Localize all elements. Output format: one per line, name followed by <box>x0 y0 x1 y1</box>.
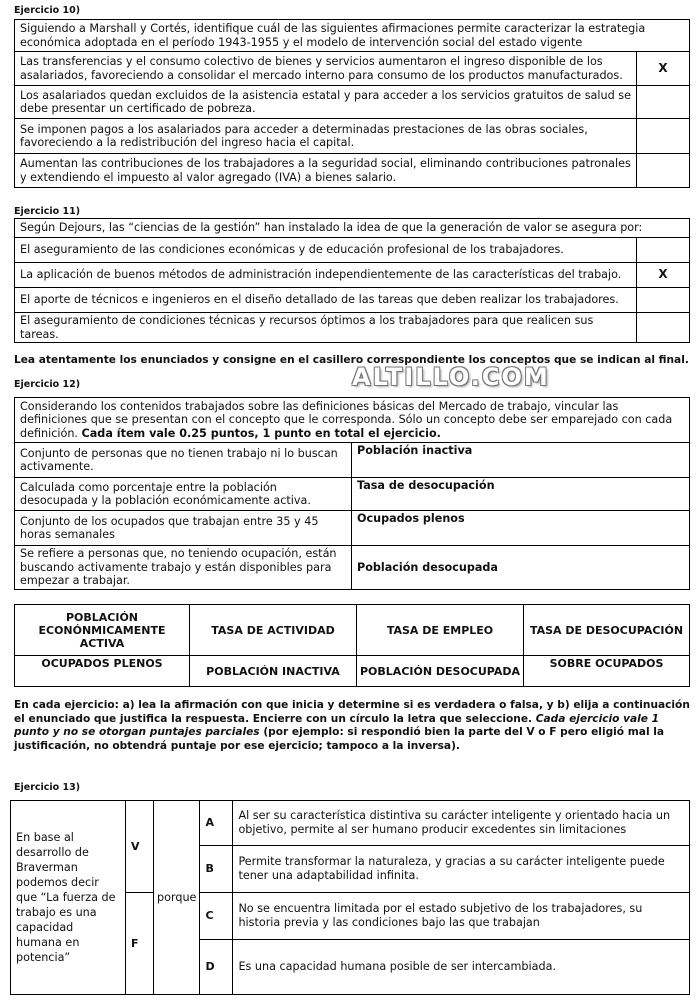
exercise-11-option-2[interactable]: La aplicación de buenos métodos de administración independientemente de las características del trabajo. <box>15 263 637 288</box>
exercise-11-label: Ejercicio 11) <box>14 206 81 217</box>
concept-tasa-desocupacion: TASA DE DESOCUPACIÓN <box>524 605 690 656</box>
exercise-10-mark-1[interactable]: X <box>637 52 690 86</box>
exercise-13-porque: porque <box>154 801 200 995</box>
exercise-12-points: Cada ítem vale 0.25 puntos, 1 punto en total el ejercicio. <box>81 426 441 440</box>
exercise-12-answer-1[interactable]: Población inactiva <box>352 443 690 478</box>
exercise-12-definition-2: Calculada como porcentaje entre la población desocupada y la población económicamente activa. <box>15 478 352 511</box>
exercise-13-option-c: No se encuentra limitada por el estado subjetivo de los trabajadores, su historia previa y las condiciones bajo las que trabajan <box>233 893 690 940</box>
exercise-10-mark-3[interactable] <box>637 119 690 154</box>
exercise-10-option-1[interactable]: Las transferencias y el consumo colectivo de bienes y servicios aumentaron el ingreso disponible de los asalariados, favoreciendo a consolidar el mercado interno para consumo de los productos manufacturados. <box>15 52 637 86</box>
instruction-true-false-text: En cada ejercicio: a) lea la afirmación con que inicia y determine si es verdadera o falsa, y b) elija a continuación el enunciado que justifica la respuesta. Encierre con un círculo la letra que seleccione. <box>14 699 690 725</box>
exercise-12-intro <box>15 398 690 443</box>
instruction-true-false-example: (por ejemplo: si respondió bien la parte del V o F pero eligió mal la justificación, no obtendrá puntaje por ese ejercicio; tampoco a la inversa). <box>14 726 665 752</box>
instruction-true-false <box>14 699 690 753</box>
exercise-13-option-b: Permite transformar la naturaleza, y gracias a su carácter inteligente puede tener una adaptabilidad infinita. <box>233 846 690 893</box>
exercise-11-option-3[interactable]: El aporte de técnicos e ingenieros en el diseño detallado de las tareas que deben realizar los trabajadores. <box>15 288 637 313</box>
concept-tasa-actividad: TASA DE ACTIVIDAD <box>190 605 357 656</box>
exercise-13-table <box>10 800 690 995</box>
exercise-13-letter-d[interactable]: D <box>200 940 233 995</box>
exercise-11-option-4[interactable]: El aseguramiento de condiciones técnicas y recursos óptimos a los trabajadores para que realicen sus tareas. <box>15 313 637 343</box>
exercise-13-letter-c[interactable]: C <box>200 893 233 940</box>
exercise-12-answer-2[interactable]: Tasa de desocupación <box>352 478 690 511</box>
exercise-12-definition-1: Conjunto de personas que no tienen trabajo ni lo buscan activamente. <box>15 443 352 478</box>
instruction-true-false-points: Cada ejercicio vale 1 punto y no se otorgan puntajes parciales <box>14 712 660 738</box>
concept-poblacion-inactiva: POBLACIÓN INACTIVA <box>190 656 357 687</box>
exercise-12-table <box>14 397 690 590</box>
exercise-13-false-option[interactable]: F <box>126 893 154 995</box>
concept-ocupados-plenos: OCUPADOS PLENOS <box>15 656 190 687</box>
exercise-13-true-option[interactable]: V <box>126 801 154 893</box>
exercise-12-definition-3: Conjunto de los ocupados que trabajan entre 35 y 45 horas semanales <box>15 511 352 546</box>
exercise-13-statement: En base al desarrollo de Braverman podemos decir que “La fuerza de trabajo es una capacidad humana en potencia” <box>11 801 126 995</box>
exercise-13-option-d: Es una capacidad humana posible de ser intercambiada. <box>233 940 690 995</box>
exercise-10-question: Siguiendo a Marshall y Cortés, identifique cuál de las siguientes afirmaciones permite caracterizar la estrategia económica adoptada en el período 1943-1955 y el modelo de intervención social del estado vigente <box>15 20 690 52</box>
concept-sobre-ocupados: SOBRE OCUPADOS <box>524 656 690 687</box>
exercise-13-option-a: Al ser su característica distintiva su carácter inteligente y orientado hacia un objetivo, permite al ser humano producir excedentes sin limitaciones <box>233 801 690 846</box>
exercise-11-table <box>14 218 690 343</box>
exercise-10-mark-4[interactable] <box>637 154 690 188</box>
exercise-11-mark-4[interactable] <box>637 313 690 343</box>
concept-poblacion-desocupada: POBLACIÓN DESOCUPADA <box>357 656 524 687</box>
exercise-10-mark-2[interactable] <box>637 86 690 119</box>
exercise-13-letter-a[interactable]: A <box>200 801 233 846</box>
exercise-10-table <box>14 19 690 188</box>
exercise-11-mark-2[interactable]: X <box>637 263 690 288</box>
exercise-11-mark-1[interactable] <box>637 238 690 263</box>
exercise-12-intro-text: Considerando los contenidos trabajados sobre las definiciones básicas del Mercado de trabajo, vincular las definiciones que se presentan con el concepto que le corresponda. Sólo un concepto debe ser emparejado con cada definición. <box>20 399 673 440</box>
exercise-12-label: Ejercicio 12) <box>14 379 81 390</box>
exercise-13-letter-b[interactable]: B <box>200 846 233 893</box>
exercise-12-definition-4: Se refiere a personas que, no teniendo ocupación, están buscando activamente trabajo y están disponibles para empezar a trabajar. <box>15 546 352 590</box>
exercise-13-label: Ejercicio 13) <box>14 782 81 793</box>
exercise-10-option-3[interactable]: Se imponen pagos a los asalariados para acceder a determinadas prestaciones de las obras sociales, favoreciendo a la redistribución del ingreso hacia el capital. <box>15 119 637 154</box>
concept-tasa-empleo: TASA DE EMPLEO <box>357 605 524 656</box>
exercise-12-answer-3[interactable]: Ocupados plenos <box>352 511 690 546</box>
exercise-11-mark-3[interactable] <box>637 288 690 313</box>
exercise-10-option-4[interactable]: Aumentan las contribuciones de los trabajadores a la seguridad social, eliminando contribuciones patronales y extendiendo el impuesto al valor agregado (IVA) a bienes salario. <box>15 154 637 188</box>
concepts-table <box>14 604 690 687</box>
exercise-10-label: Ejercicio 10) <box>14 5 81 16</box>
exercise-11-question: Según Dejours, las “ciencias de la gestión” han instalado la idea de que la generación de valor se asegura por: <box>15 219 690 238</box>
exercise-11-option-1[interactable]: El aseguramiento de las condiciones económicas y de educación profesional de los trabajadores. <box>15 238 637 263</box>
instruction-concepts: Lea atentamente los enunciados y consigne en el casillero correspondiente los conceptos que se indican al final. <box>14 354 689 366</box>
altillo-watermark: ALTILLO.COM <box>352 363 550 391</box>
exercise-12-answer-4[interactable]: Población desocupada <box>352 546 690 590</box>
exercise-10-option-2[interactable]: Los asalariados quedan excluidos de la asistencia estatal y para acceder a los servicios gratuitos de salud se debe presentar un certificado de pobreza. <box>15 86 637 119</box>
concept-pea: POBLACIÓN ECONÓNMICAMENTE ACTIVA <box>15 605 190 656</box>
